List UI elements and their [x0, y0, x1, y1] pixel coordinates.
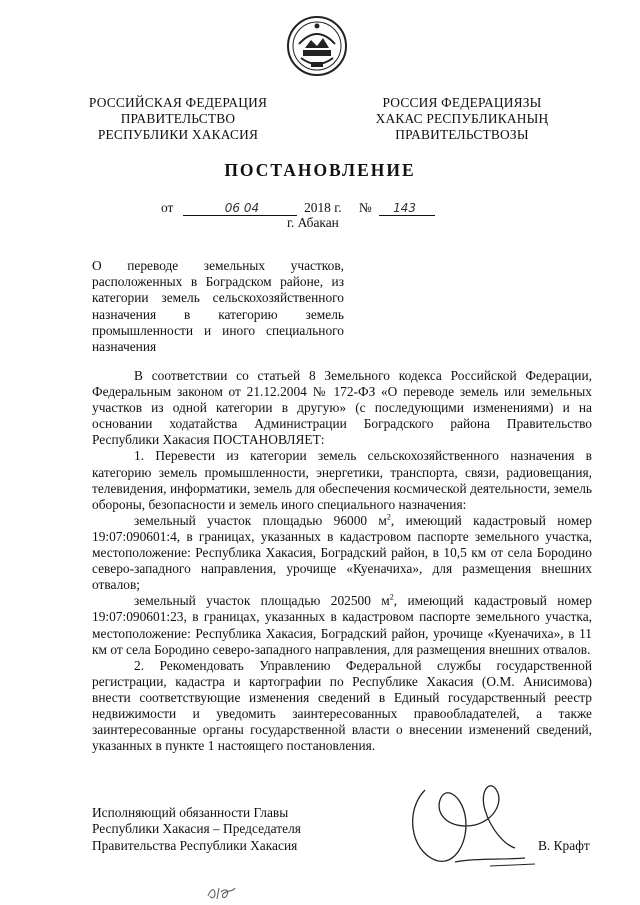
handwritten-signature — [395, 770, 545, 890]
header-right-line-2: ХАКАС РЕСПУБЛИКАНЫҢ — [375, 111, 549, 126]
header-right — [362, 95, 562, 143]
header-left-line-3: РЕСПУБЛИКИ ХАКАСИЯ — [97, 127, 259, 142]
handwritten-date: 06 04 — [224, 201, 260, 215]
city: г. Абакан — [287, 215, 339, 230]
document-title: ПОСТАНОВЛЕНИЕ — [224, 160, 416, 180]
paragraph-intro: В соответствии со статьей 8 Земельного кодекса Российской Федерации, Федеральным законом от 21.12.2004 № 172-ФЗ «О переводе земель или земельных участков из одной категории в другую» (с последующими изменениями) и на основании ходатайства Администрации Боградского района Правительство Республики Хакасия ПОСТАНОВЛЯЕТ: — [92, 368, 592, 448]
plot-1-sup: 2 — [386, 512, 391, 522]
handwritten-number: 143 — [393, 201, 416, 215]
paragraph-1: 1. Перевести из категории земель сельскохозяйственного назначения в категорию земель промышленности, энергетики, транспорта, связи, радиовещания, телевидения, информатики, земель для обеспечения космической деятельности, земель обороны, безопасности и земель иного специального назначения: — [92, 448, 592, 512]
paragraph-plot-1 — [92, 513, 592, 593]
year-text: 2018 г. — [304, 200, 342, 215]
signature-position-line-1: Исполняющий обязанности Главы — [92, 805, 289, 820]
plot-2-sup: 2 — [389, 592, 394, 602]
plot-2-text-b: , имеющий кадастровый номер 19:07:090601:23, в границах, указанных в кадастровом паспорте земельного участка, местоположение: Республика Хакасия, Боградский район, урочище «Куеначиха», в 11 км от села Бородино северо-западного направления, для размещения внешних отвалов. — [92, 593, 592, 657]
subject-line-4: назначения в категорию земель — [92, 306, 344, 322]
document-body — [92, 368, 592, 754]
coat-of-arms-emblem — [285, 14, 349, 78]
header-left-line-1: РОССИЙСКАЯ ФЕДЕРАЦИЯ — [88, 95, 268, 110]
number-blank — [379, 201, 435, 216]
header-right-line-3: ПРАВИТЕЛЬСТВОЗЫ — [395, 127, 529, 142]
plot-1-text-b: , имеющий кадастровый номер 19:07:090601:4, в границах, указанных в кадастровом паспорте земельного участка, местоположение: Республика Хакасия, Боградский район, в 10,5 км от села Бородино северо-западного направления, урочище «Куеначиха», для размещения внешних отвалов; — [92, 512, 592, 593]
handwritten-page-mark — [205, 882, 245, 902]
plot-1-text-a: земельный участок площадью 96000 м — [134, 512, 387, 528]
signer-name: В. Крафт — [538, 838, 590, 853]
header-left-line-2: ПРАВИТЕЛЬСТВО — [120, 111, 236, 126]
subject-line-2: расположенных в Боградском районе, из — [92, 274, 344, 290]
header-right-line-1: РОССИЯ ФЕДЕРАЦИЯЗЫ — [382, 95, 542, 110]
paragraph-2: 2. Рекомендовать Управлению Федеральной службы государственной регистрации, кадастра и картографии по Республике Хакасия (О.М. Анисимова) внести соответствующие изменения сведений в Единый государственный реестр недвижимости и уведомить заинтересованных правообладателей, а также заинтересованные органы государственной власти о внесении изменений сведений, указанных в пункте 1 настоящего постановления. — [92, 657, 592, 754]
subject-line-1: О переводе земельных участков, — [92, 258, 344, 273]
subject-line-5: промышленности и иного специального — [92, 322, 344, 338]
subject-line-3: категории земель сельскохозяйственного — [92, 290, 344, 306]
plot-2-text-a: земельный участок площадью 202500 м — [134, 593, 390, 609]
signature-position-line-2: Республики Хакасия – Председателя — [92, 821, 301, 837]
subject-line-6: назначения — [92, 339, 157, 355]
paragraph-plot-2 — [92, 593, 592, 657]
number-prefix: № — [358, 200, 372, 215]
header-left — [78, 95, 278, 143]
signature-position-line-3: Правительства Республики Хакасия — [92, 837, 298, 853]
date-number-line — [161, 200, 435, 216]
date-prefix: от — [161, 200, 174, 215]
signature-position-block — [92, 805, 301, 854]
subject-block — [92, 258, 344, 355]
date-blank — [183, 201, 297, 216]
